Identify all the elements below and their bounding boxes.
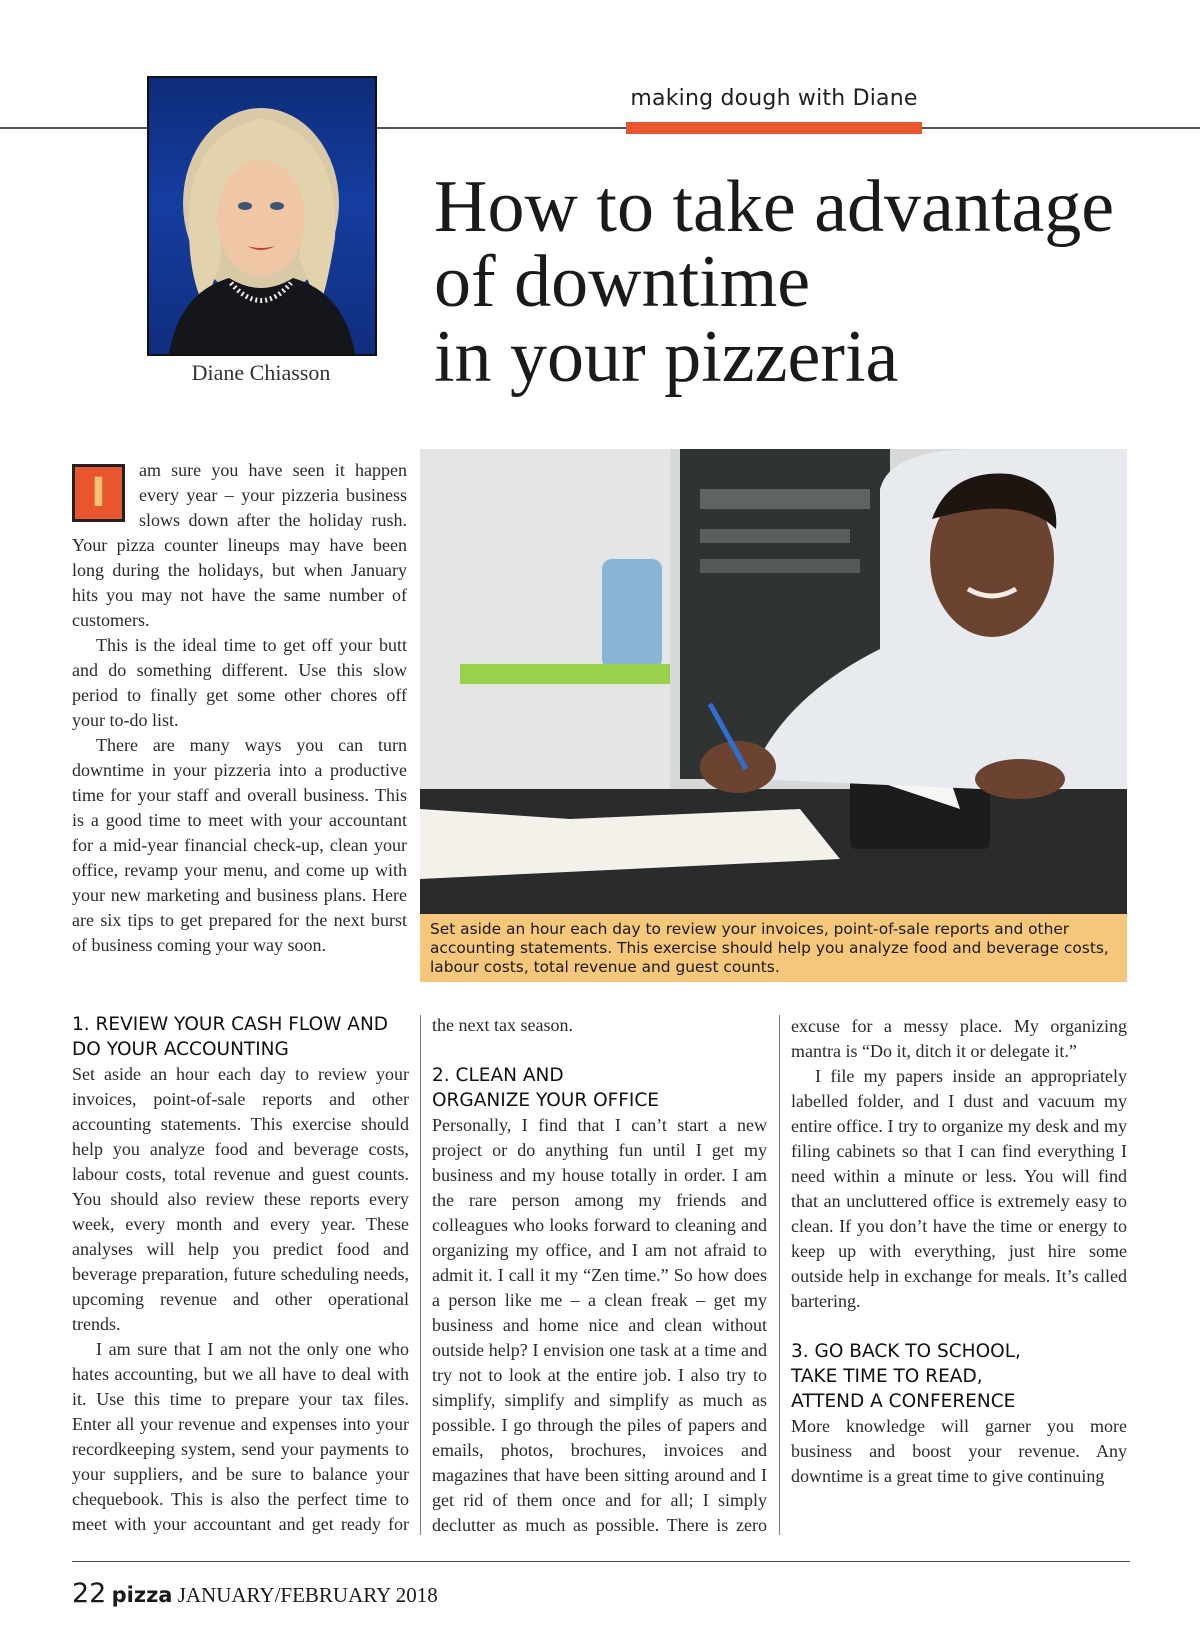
article-headline [434, 166, 1174, 398]
section-3-heading-line-1: 3. GO BACK TO SCHOOL, [791, 1341, 1021, 1362]
section-3-heading [791, 1339, 1127, 1414]
column-divider [420, 1015, 421, 1535]
author-name-caption: Diane Chiasson [191, 360, 331, 385]
footer-rule [72, 1561, 1130, 1562]
page-footer [72, 1578, 672, 1609]
section-2-heading [432, 1063, 767, 1113]
headline-line-1: How to take advantage [434, 166, 1115, 248]
column-3-flow [791, 1012, 1127, 1489]
body-column-1 [72, 1012, 409, 1536]
section-1-paragraph-2: the next tax season. [432, 1015, 573, 1035]
photo-caption: Set aside an hour each day to review your invoices, point-of-sale reports and other accounting statements. This exercise should help you analyze food and beverage costs, labour costs, total revenue and guest counts. [420, 914, 1127, 982]
issue-date: JANUARY/FEBRUARY 2018 [177, 1583, 438, 1607]
headline-line-3: in your pizzeria [434, 316, 899, 398]
section-2-paragraph-1: Personally, I find that I can’t start a new project or do anything fun until I get my business and my house totally in order. I am the rare person among my friends and colleagues who looks forward to cleaning and organizing my office, and I am not afraid to admit it. I call it my “Zen time.” So how does a person like me – a clean freak – get my business and home nice and clean without outside help? I envision one task at a time and try not to look at the entire job. I also try to simplify, simplify and simplify as much as possible. I go through the piles of papers and emails, photos, brochures, invoices and magazines that have been sitting around and I get rid of them once and for all; I simply declutter as much as possible. There is zero [432, 1115, 767, 1535]
intro-paragraph-2: This is the ideal time to get off your butt and do something different. Use this slow period to finally get some other chores off your to-do list. [72, 635, 407, 730]
author-photo [147, 76, 377, 356]
section-1-heading [72, 1012, 409, 1062]
page-number: 22 [72, 1578, 107, 1609]
intro-paragraph-1: am sure you have seen it happen every year – your pizzeria business slows down after the holiday rush. Your pizza counter lineups may have been long during the holidays, but when January hits you may not have the same number of customers. [72, 460, 407, 630]
body-column-2 [432, 1012, 767, 1536]
column-2-flow [432, 1012, 767, 1536]
body-column-3 [791, 1012, 1127, 1536]
column-1-flow [72, 1012, 409, 1536]
section-gap [791, 1314, 1127, 1339]
section-tag: making dough with Diane [630, 86, 918, 111]
section-gap [432, 1038, 767, 1063]
section-3-heading-line-3: ATTEND A CONFERENCE [791, 1391, 1016, 1412]
section-3-heading-line-2: TAKE TIME TO READ, [791, 1366, 983, 1387]
section-3-paragraph-1: More knowledge will garner you more business and boost your revenue. Any downtime is a great time to give continuing [791, 1416, 1127, 1486]
author-portrait-illustration [149, 78, 375, 354]
section-1-heading-line-2: DO YOUR ACCOUNTING [72, 1039, 289, 1060]
section-accent-bar [626, 122, 922, 134]
intro-column [72, 458, 407, 958]
section-2-paragraph-2: I file my papers inside an appropriately labelled folder, and I dust and vacuum my entire office. I try to organize my desk and my filing cabinets so that I can find everything I need within a minute or less. You will find that an uncluttered office is extremely easy to clean. If you don’t have the time or energy to keep up with everything, just hire some outside help in exchange for meals. It’s called bartering. [791, 1066, 1127, 1311]
section-1-paragraph-1: Set aside an hour each day to review your invoices, point-of-sale reports and other accounting statements. This exercise should help you analyze food and beverage costs, labour costs, total revenue and guest counts. You should also review these reports every week, every month and every year. These analyses will help you predict food and beverage preparation, future scheduling needs, upcoming revenue and other operational trends. [72, 1064, 409, 1334]
drop-cap: I [72, 464, 125, 522]
column-divider [779, 1015, 780, 1535]
intro-paragraph-3: There are many ways you can turn downtime in your pizzeria into a productive time for your staff and overall business. This is a good time to meet with your accountant for a mid-year financial check-up, clean your office, revamp your menu, and come up with your new marketing and business plans. Here are six tips to get prepared for the next burst of business coming your way soon. [72, 735, 407, 955]
section-2-heading-line-1: 2. CLEAN AND [432, 1065, 564, 1086]
section-2-paragraph-1: excuse for a messy place. My organizing mantra is “Do it, ditch it or delegate it.” [791, 1016, 1127, 1061]
section-1-paragraph-2: I am sure that I am not the only one who hates accounting, but we all have to deal with it. Use this time to prepare your tax files. Enter all your revenue and expenses into your recordkeeping system, send your payments to your suppliers, and be sure to balance your chequebook. This is also the perfect time to meet with your accountant and get ready for [72, 1339, 409, 1534]
section-2-heading-line-2: ORGANIZE YOUR OFFICE [432, 1090, 659, 1111]
section-1-heading-line-1: 1. REVIEW YOUR CASH FLOW AND [72, 1014, 389, 1035]
man-doing-accounting-illustration [420, 449, 1127, 914]
headline-line-2: of downtime [434, 241, 811, 323]
magazine-name: pizza [111, 1583, 173, 1607]
article-photo [420, 449, 1127, 914]
